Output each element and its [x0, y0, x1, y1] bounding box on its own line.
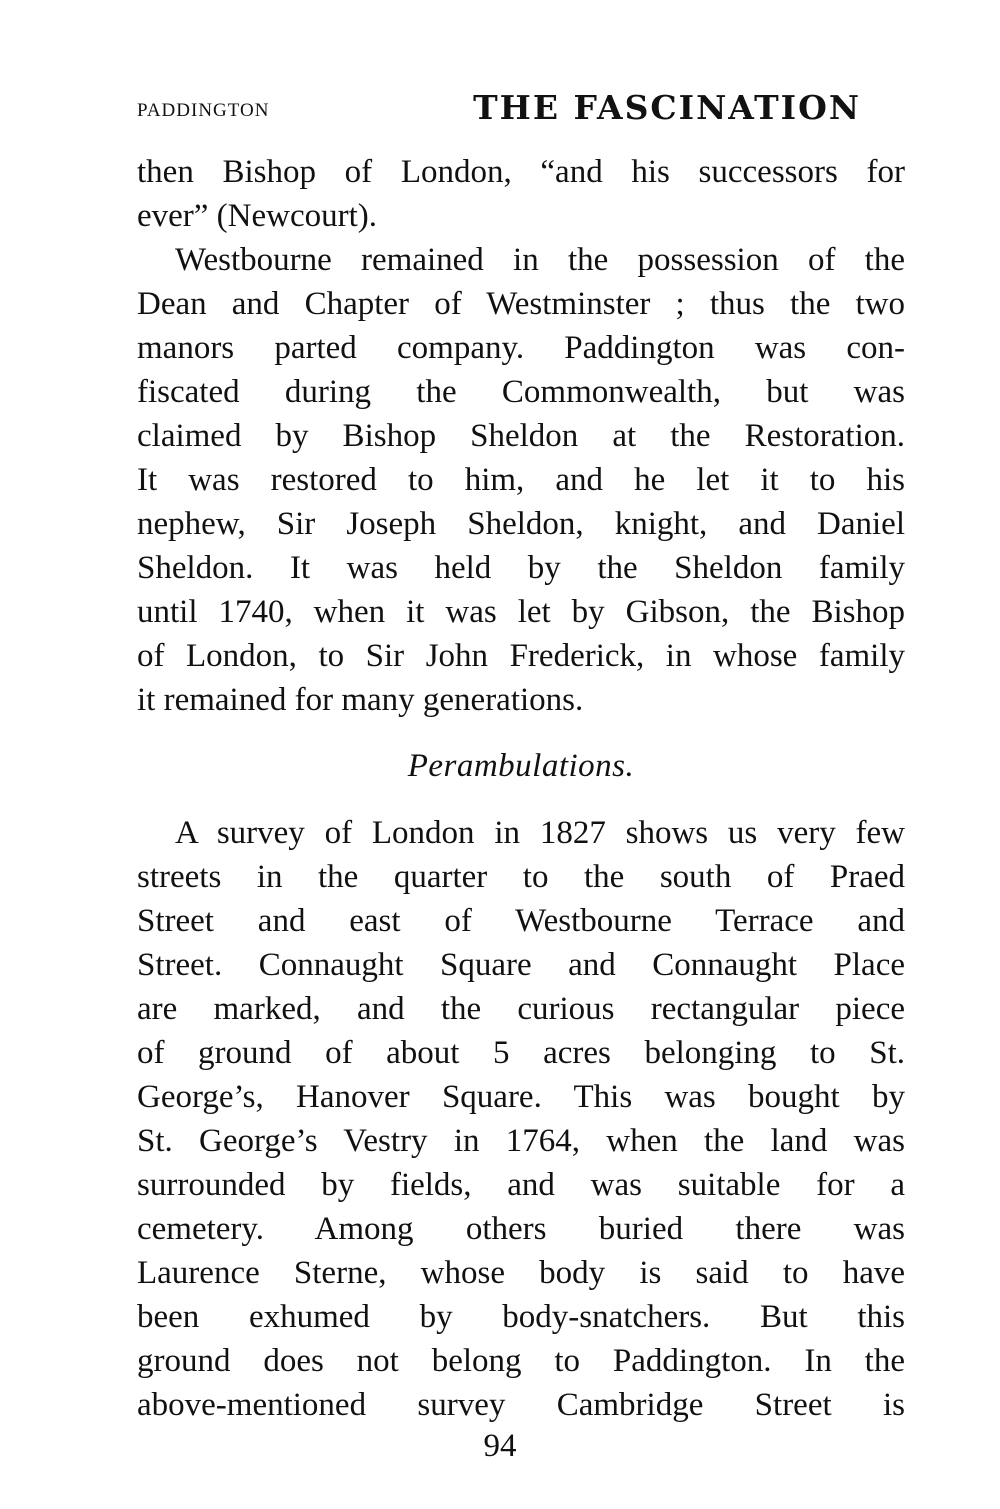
page-body: [137, 150, 905, 1427]
section-heading: Perambulations.: [407, 748, 635, 784]
text-line: of ground of about 5 acres belonging to St.: [137, 1035, 905, 1071]
text-line: Street and east of Westbourne Terrace and: [137, 903, 905, 939]
text-line: manors parted company. Paddington was con-: [137, 330, 905, 366]
text-line: are marked, and the curious rectangular piece: [137, 991, 905, 1027]
text-line: ground does not belong to Paddington. In the: [137, 1343, 905, 1379]
text-line: Sheldon. It was held by the Sheldon family: [137, 550, 905, 586]
text-line: A survey of London in 1827 shows us very few: [175, 815, 905, 851]
text-line: above-mentioned survey Cambridge Street is: [137, 1387, 905, 1423]
text-line: until 1740, when it was let by Gibson, the Bishop: [137, 594, 905, 630]
text-line: then Bishop of London, “and his successors for: [137, 154, 905, 190]
text-line: it remained for many generations.: [137, 682, 584, 718]
running-header: [137, 88, 907, 138]
text-line: surrounded by fields, and was suitable for a: [137, 1167, 905, 1203]
text-line: been exhumed by body-snatchers. But this: [137, 1299, 905, 1335]
text-line: St. George’s Vestry in 1764, when the land was: [137, 1123, 905, 1159]
running-head-title: THE FASCINATION: [473, 88, 861, 127]
text-line: Street. Connaught Square and Connaught Place: [137, 947, 905, 983]
text-line: of London, to Sir John Frederick, in whose family: [137, 638, 905, 674]
text-line: It was restored to him, and he let it to his: [137, 462, 905, 498]
text-line: streets in the quarter to the south of Praed: [137, 859, 905, 895]
text-line: Westbourne remained in the possession of the: [175, 242, 905, 278]
text-line: ever” (Newcourt).: [137, 198, 378, 234]
text-line: nephew, Sir Joseph Sheldon, knight, and Daniel: [137, 506, 905, 542]
running-head-left: PADDINGTON: [137, 100, 270, 121]
page-number: 94: [483, 1428, 517, 1464]
text-line: claimed by Bishop Sheldon at the Restoration.: [137, 418, 905, 454]
text-line: fiscated during the Commonwealth, but was: [137, 374, 905, 410]
text-line: cemetery. Among others buried there was: [137, 1211, 905, 1247]
text-line: Dean and Chapter of Westminster ; thus the two: [137, 286, 905, 322]
text-line: George’s, Hanover Square. This was bought by: [137, 1079, 905, 1115]
text-line: Laurence Sterne, whose body is said to have: [137, 1255, 905, 1291]
